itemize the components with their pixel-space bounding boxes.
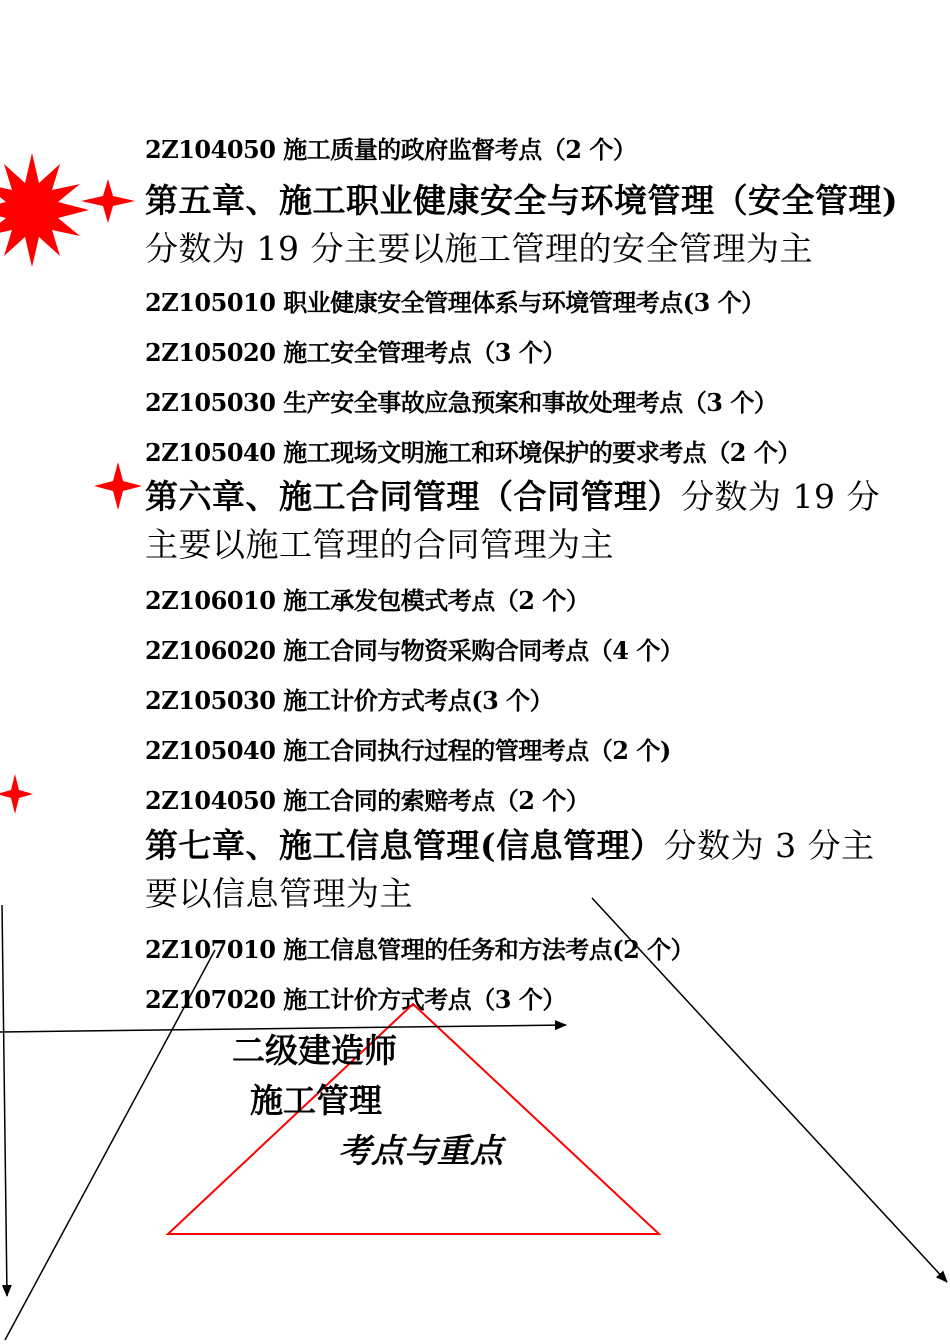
vertical-arrow bbox=[2, 905, 7, 1296]
item-2z105040-contract: 2Z105040 施工合同执行过程的管理考点（2 个) bbox=[145, 736, 671, 765]
sun-icon bbox=[0, 153, 89, 267]
item-2z106010: 2Z106010 施工承发包模式考点（2 个） bbox=[145, 586, 590, 615]
item-2z105010: 2Z105010 职业健康安全管理体系与环境管理考点(3 个） bbox=[145, 288, 765, 317]
item-2z105030: 2Z105030 生产安全事故应急预案和事故处理考点（3 个） bbox=[145, 388, 778, 417]
triangle-line-3: 考点与重点 bbox=[338, 1131, 503, 1170]
chapter-6-desc: 分数为 19 分主要以施工管理的合同管理为主 bbox=[145, 477, 880, 564]
item-2z105040: 2Z105040 施工现场文明施工和环境保护的要求考点（2 个） bbox=[145, 438, 801, 467]
chapter-6-title: 第六章、施工合同管理（合同管理） bbox=[145, 477, 681, 516]
item-2z105030-pricing: 2Z105030 施工计价方式考点(3 个） bbox=[145, 686, 554, 715]
four-point-star-icon bbox=[0, 774, 33, 814]
diagonal-line bbox=[5, 950, 215, 1340]
item-2z105020: 2Z105020 施工安全管理考点（3 个） bbox=[145, 338, 566, 367]
chapter-5-desc: 分数为 19 分主要以施工管理的安全管理为主 bbox=[145, 229, 813, 268]
chapter-5-title: 第五章、施工职业健康安全与环境管理（安全管理) bbox=[145, 181, 899, 220]
chapter-7-title: 第七章、施工信息管理(信息管理） bbox=[145, 826, 664, 865]
four-point-star-icon bbox=[94, 462, 142, 510]
item-2z106020: 2Z106020 施工合同与物资采购合同考点（4 个） bbox=[145, 636, 684, 665]
four-point-star-icon bbox=[81, 179, 135, 223]
item-2z107020: 2Z107020 施工计价方式考点（3 个） bbox=[145, 985, 566, 1014]
item-2z104050-claims: 2Z104050 施工合同的索赔考点（2 个） bbox=[145, 786, 590, 815]
item-2z104050-quality: 2Z104050 施工质量的政府监督考点（2 个） bbox=[145, 135, 637, 164]
chapter-7-desc: 分数为 3 分主要以信息管理为主 bbox=[145, 826, 875, 913]
triangle-line-2: 施工管理 bbox=[250, 1081, 382, 1120]
triangle-line-1: 二级建造师 bbox=[232, 1031, 397, 1070]
diagonal-arrow bbox=[592, 898, 947, 1282]
item-2z107010: 2Z107010 施工信息管理的任务和方法考点(2 个） bbox=[145, 935, 695, 964]
